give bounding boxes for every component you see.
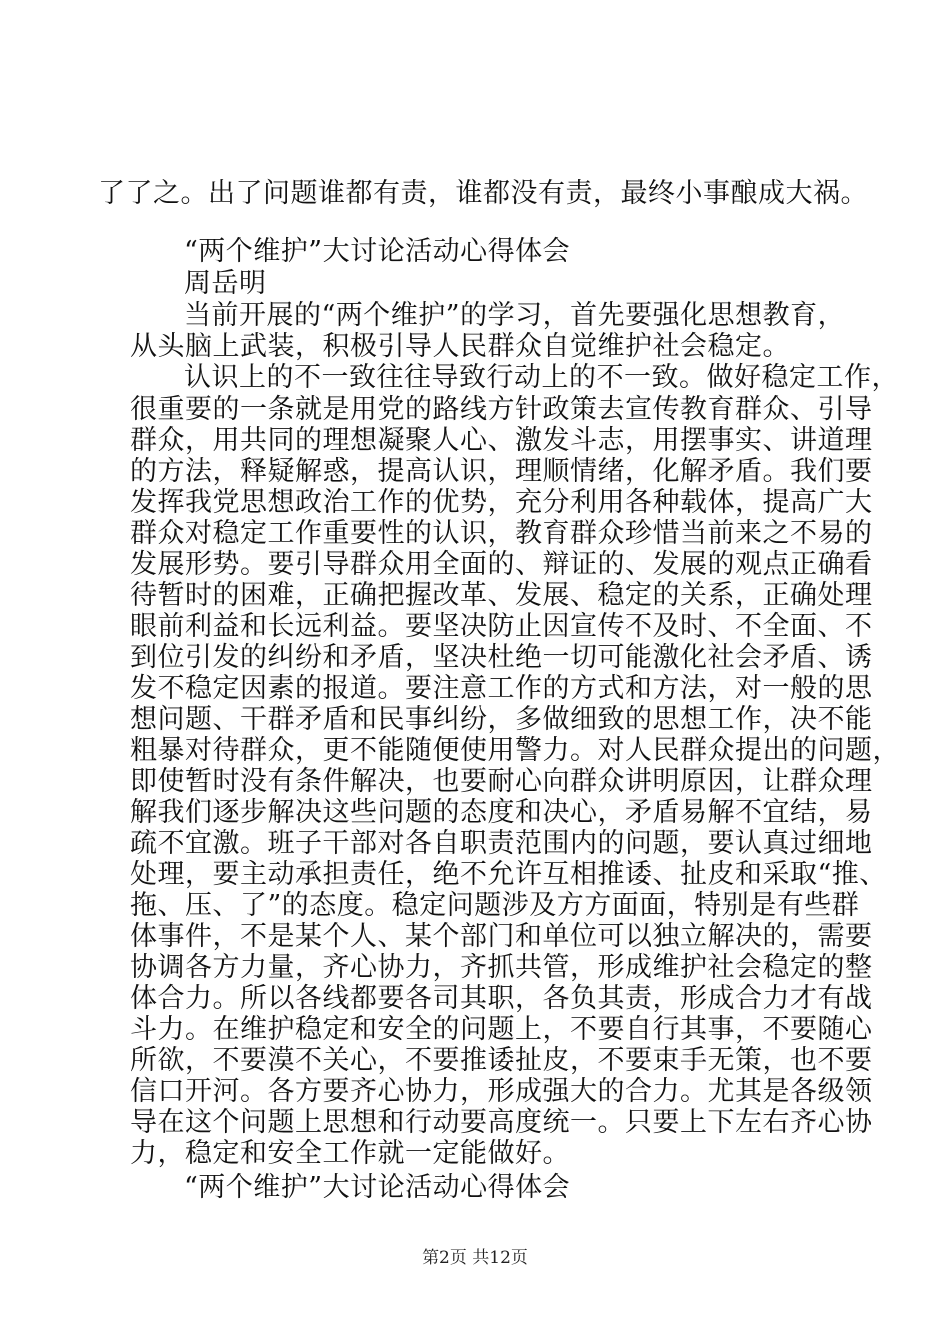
text-line-continuation: 了了之。出了问题谁都有责，谁都没有责，最终小事酿成大祸。 — [98, 178, 868, 209]
paragraph-line: 粗暴对待群众，更不能随便使用警力。对人民群众提出的问题， — [130, 735, 900, 766]
paragraph-line: 认识上的不一致往往导致行动上的不一致。做好稳定工作， — [184, 362, 899, 393]
paragraph-line: 信口开河。各方要齐心协力，形成强大的合力。尤其是各级领 — [130, 1076, 873, 1107]
author-name: 周岳明 — [184, 268, 267, 299]
paragraph-line: 处理，要主动承担责任，绝不允许互相推诿、扯皮和采取“推、 — [130, 859, 887, 890]
paragraph-line: 体合力。所以各线都要各司其职，各负其责，形成合力才有战 — [130, 983, 873, 1014]
paragraph-line: 拖、压、了”的态度。稳定问题涉及方方面面，特别是有些群 — [130, 890, 860, 921]
paragraph-line: 体事件，不是某个人、某个部门和单位可以独立解决的，需要 — [130, 921, 873, 952]
paragraph-line: 想问题、干群矛盾和民事纠纷，多做细致的思想工作，决不能 — [130, 704, 873, 735]
section-title: “两个维护”大讨论活动心得体会 — [184, 1172, 571, 1203]
paragraph-line: 的方法，释疑解惑，提高认识，理顺情绪，化解矛盾。我们要 — [130, 456, 873, 487]
paragraph-line: 到位引发的纠纷和矛盾，坚决杜绝一切可能激化社会矛盾、诱 — [130, 642, 873, 673]
paragraph-line: 从头脑上武装，积极引导人民群众自觉维护社会稳定。 — [130, 331, 790, 362]
paragraph-line: 力，稳定和安全工作就一定能做好。 — [130, 1138, 570, 1169]
paragraph-line: 群众对稳定工作重要性的认识，教育群众珍惜当前来之不易的 — [130, 518, 873, 549]
section-title: “两个维护”大讨论活动心得体会 — [184, 236, 571, 267]
paragraph-line: 当前开展的“两个维护”的学习，首先要强化思想教育， — [184, 300, 846, 331]
paragraph-line: 眼前利益和长远利益。要坚决防止因宣传不及时、不全面、不 — [130, 611, 873, 642]
paragraph-line: 群众，用共同的理想凝聚人心、激发斗志，用摆事实、讲道理 — [130, 425, 873, 456]
paragraph-line: 协调各方力量，齐心协力，齐抓共管，形成维护社会稳定的整 — [130, 952, 873, 983]
paragraph-line: 发展形势。要引导群众用全面的、辩证的、发展的观点正确看 — [130, 549, 873, 580]
paragraph-line: 斗力。在维护稳定和安全的问题上，不要自行其事，不要随心 — [130, 1014, 873, 1045]
paragraph-line: 解我们逐步解决这些问题的态度和决心，矛盾易解不宜结，易 — [130, 797, 873, 828]
paragraph-line: 发不稳定因素的报道。要注意工作的方式和方法，对一般的思 — [130, 673, 873, 704]
paragraph-line: 待暂时的困难，正确把握改革、发展、稳定的关系，正确处理 — [130, 580, 873, 611]
paragraph-line: 疏不宜激。班子干部对各自职责范围内的问题，要认真过细地 — [130, 828, 873, 859]
paragraph-line: 导在这个问题上思想和行动要高度统一。只要上下左右齐心协 — [130, 1107, 873, 1138]
paragraph-line: 所欲，不要漠不关心，不要推诿扯皮，不要束手无策，也不要 — [130, 1045, 873, 1076]
paragraph-line: 很重要的一条就是用党的路线方针政策去宣传教育群众、引导 — [130, 394, 873, 425]
paragraph-line: 发挥我党思想政治工作的优势，充分利用各种载体，提高广大 — [130, 487, 873, 518]
paragraph-line: 即使暂时没有条件解决，也要耐心向群众讲明原因，让群众理 — [130, 766, 873, 797]
page-footer: 第2页 共12页 — [422, 1248, 528, 1268]
